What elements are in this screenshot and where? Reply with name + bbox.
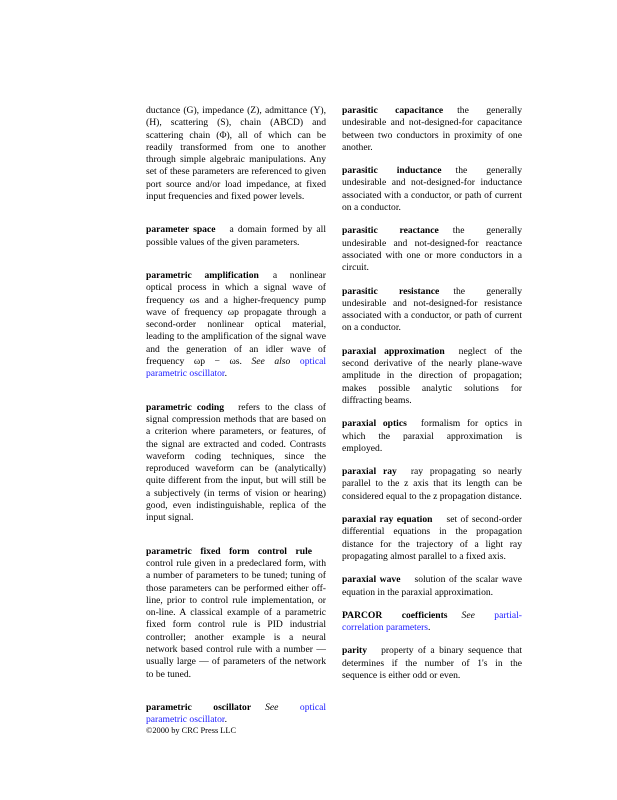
left-column bbox=[146, 105, 326, 747]
entry-term: paraxial approximation bbox=[342, 345, 445, 357]
dictionary-entry bbox=[342, 574, 522, 599]
entry-definition: ductance (G), impedance (Z), admittance (Y), (H), scattering (S), chain (ABCD) and scattering chain (Φ), all of which can be readily transformed from one to another through simple algebraic manipulations. Any set of these parameters are referenced to given port source and/or load impedance, at fixed input frequencies and fixed power levels. bbox=[146, 105, 326, 203]
right-column bbox=[342, 105, 522, 693]
entry-term: parity bbox=[342, 645, 368, 657]
dictionary-entry bbox=[342, 225, 522, 274]
entry-definition: control rule given in a predeclared form, with a number of parameters to be tuned; tuning of those parameters can be performed either off-line, prior to control rule implementation, or on-line. A classical example of a parametric fixed form control rule is PID industrial controller; another example is a neural network based control rule with a number — usually large — of parameters of the network to be tuned. bbox=[146, 557, 326, 680]
cross-reference-link[interactable]: optical parametric oscillator bbox=[146, 701, 326, 726]
entry-definition: the generally undesirable and not-designed-for capacitance between two conductors in proximity of one another. bbox=[342, 105, 522, 153]
entry-term: parasitic capacitance bbox=[342, 105, 444, 116]
entry-term: parasitic inductance bbox=[342, 165, 442, 177]
entry-term: parameter space bbox=[146, 224, 216, 236]
see-prefix: See bbox=[461, 609, 475, 621]
dictionary-entry bbox=[342, 346, 522, 407]
copyright-footer: ©2000 by CRC Press LLC bbox=[146, 726, 237, 735]
dictionary-entry bbox=[342, 286, 522, 335]
entry-definition: ray propagating so nearly parallel to the z axis that its length can be considered equal to the z propagation distance. bbox=[342, 466, 522, 502]
entry-definition: neglect of the second derivative of the nearly plane-wave amplitude in the direction of propagation; makes possible analytic solutions for diffracting beams. bbox=[342, 345, 522, 406]
dictionary-entry bbox=[342, 514, 522, 563]
dictionary-entry bbox=[146, 402, 326, 525]
dictionary-entry bbox=[342, 105, 522, 154]
dictionary-entry bbox=[146, 546, 326, 681]
entry-term: paraxial ray equation bbox=[342, 514, 433, 526]
entry-term: paraxial optics bbox=[342, 418, 407, 430]
entry-term: parametric oscillator bbox=[146, 701, 252, 713]
dictionary-entry: parametric oscillator See optical parametric oscillator. bbox=[146, 701, 326, 726]
entry-term: parasitic resistance bbox=[342, 285, 440, 297]
entry-term: parametric coding bbox=[146, 401, 225, 413]
entry-term: paraxial ray bbox=[342, 466, 397, 478]
entry-definition: the generally undesirable and not-designed-for inductance associated with a conductor, or path of current on a conductor. bbox=[342, 165, 522, 214]
dictionary-entry bbox=[342, 645, 522, 682]
entry-definition: a nonlinear optical process in which a signal wave of frequency ωs and a higher-frequency pump wave of frequency ωp propagate through a second-order nonlinear optical material, leading to the amplification of the signal wave and the generation of an idler wave of frequency ωp − ωs. bbox=[146, 269, 326, 368]
dictionary-entry: parametric amplification a nonlinear optical process in which a signal wave of frequency ωs and a higher-frequency pump wave of frequency ωp propagate through a second-order nonlinear optical material, leading to the amplification of the signal wave and the generation of an idler wave of frequency ωp − ωs. See also optical parametric oscillator. bbox=[146, 269, 326, 380]
entry-definition: set of second-order differential equations in the propagation distance for the trajectory of a light ray propagating almost parallel to a fixed axis. bbox=[342, 514, 522, 562]
entry-definition: a domain formed by all possible values of the given parameters. bbox=[146, 224, 326, 248]
cross-reference-link[interactable]: partial-correlation parameters bbox=[342, 609, 522, 634]
dictionary-entry bbox=[146, 224, 326, 249]
entry-term: parametric fixed form control rule bbox=[146, 545, 312, 557]
entry-term: PARCOR coefficients bbox=[342, 609, 448, 621]
entry-definition: the generally undesirable and not-designed-for reactance associated with one or more conductors in a circuit. bbox=[342, 225, 522, 274]
entry-definition: solution of the scalar wave equation in the paraxial approximation. bbox=[342, 574, 522, 598]
dictionary-entry bbox=[342, 466, 522, 503]
entry-term: parametric amplification bbox=[146, 269, 259, 281]
entry-term: paraxial wave bbox=[342, 574, 401, 586]
dictionary-entry bbox=[342, 418, 522, 455]
dictionary-entry: PARCOR coefficients See partial-correlation parameters. bbox=[342, 609, 522, 634]
cross-reference-link[interactable]: optical parametric oscillator bbox=[146, 356, 326, 380]
entry-definition: refers to the class of signal compression methods that are based on a criterion where parameters, or features, of the signal are extracted and coded. Contrasts waveform coding techniques, since the reproduced waveform can be (analytically) quite different from the input, but will still be a subjectively (in terms of vision or hearing) good, even indistinguishable, replica of the input signal. bbox=[146, 401, 326, 524]
entry-definition: property of a binary sequence that determines if the number of 1's in the sequence is either odd or even. bbox=[342, 645, 522, 681]
see-prefix: See bbox=[265, 701, 279, 713]
entry-definition: the generally undesirable and not-designed-for resistance associated with a conductor, or path of current on a conductor. bbox=[342, 285, 522, 334]
entry-term: parasitic reactance bbox=[342, 225, 439, 237]
entry-definition: formalism for optics in which the paraxial approximation is employed. bbox=[342, 418, 522, 454]
dictionary-entry bbox=[342, 165, 522, 214]
see-also-prefix: See also bbox=[251, 356, 291, 368]
dictionary-entry bbox=[146, 105, 326, 203]
